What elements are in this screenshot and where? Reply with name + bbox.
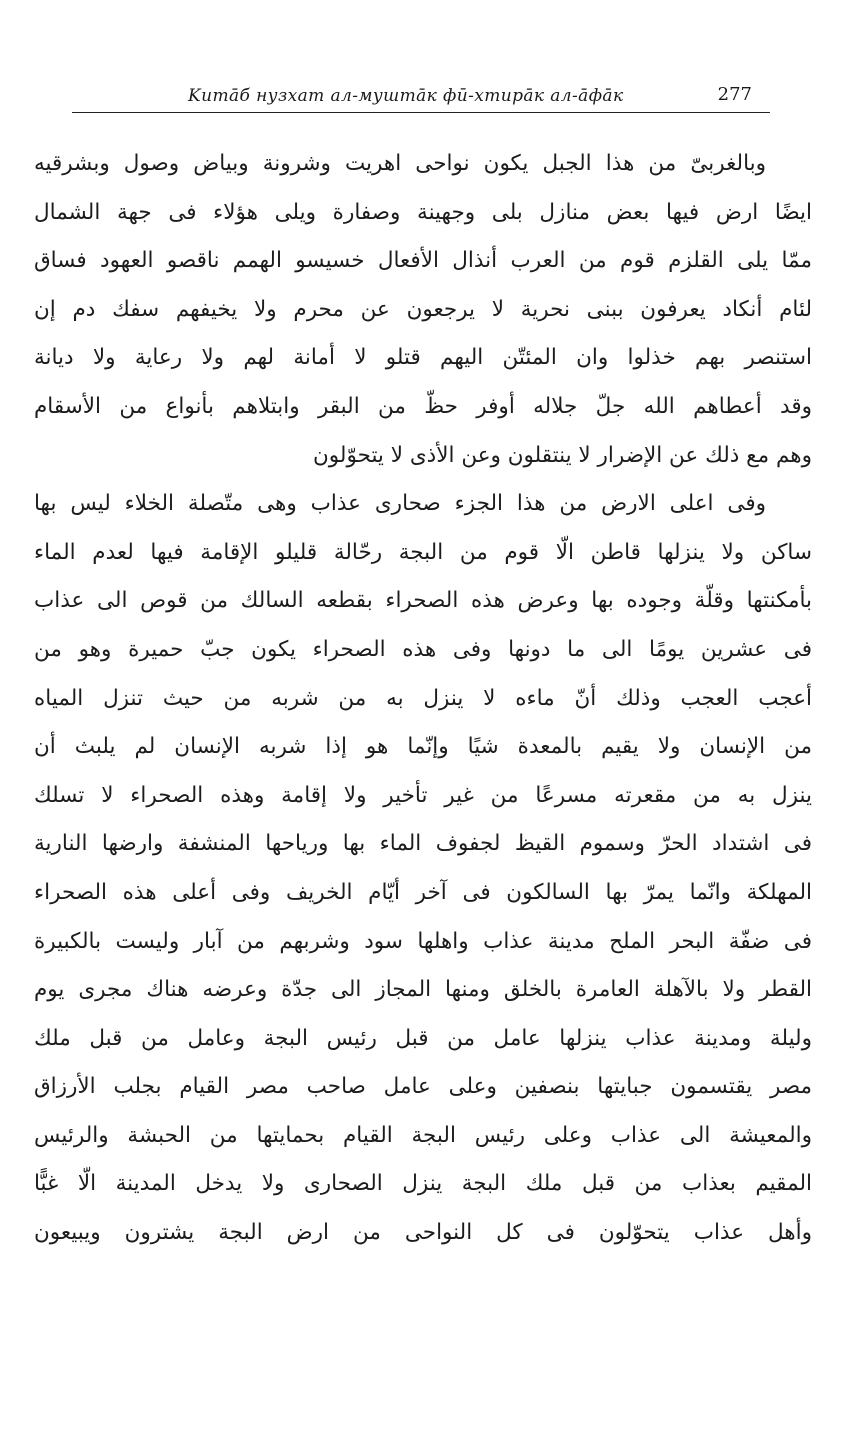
text-line: ممّا يلى القلزم قوم من العرب أنذال الأفعال خسيسو الهمم ناقصو العهود فساق: [34, 248, 812, 274]
text-line: وقد أعطاهم الله جلّ جلاله أوفر حظّ من البقر وابتلاهم بأنواع من الأسقام: [34, 393, 812, 419]
text-line: أعجب العجب وذلك أنّ ماءه لا ينزل به من شربه من حيث تنزل المياه: [34, 685, 812, 711]
text-line: بأمكنتها وقلّة وجوده بها وعرض هذه الصحراء بقطعه السالك من قوص الى عذاب: [34, 588, 812, 614]
running-title: Kитāб нузхат ал-муштāк фӣ-хтирāк ал-āфāк: [188, 86, 624, 106]
text-line: القطر ولا بالآهلة العامرة بالخلق ومنها المجاز الى جدّة وعرضه هناك مجرى يوم: [34, 977, 812, 1003]
text-line: مصر يقتسمون جبايتها بنصفين وعلى عامل صاحب مصر القيام بجلب الأرزاق: [34, 1074, 812, 1100]
text-line: ساكن ولا ينزلها قاطن الّا قوم من البجة رحّالة قليلو الإقامة فيها لعدم الماء: [34, 539, 812, 565]
text-line: فى اشتداد الحرّ وسموم القيظ لجفوف الماء بها ورياحها المنشفة وارضها النارية: [34, 831, 812, 857]
text-line: ينزل به من مقعرته مسرعًا من غير تأخير ولا إقامة وهذه الصحراء لا تسلك: [34, 782, 812, 808]
text-line: لئام أنكاد يعرفون ببنى نحرية لا يرجعون عن محرم ولا يخيفهم سفك دم إن: [34, 296, 812, 322]
text-line: فى عشرين يومًا الى ما دونها وفى هذه الصحراء يكون جبّ حميرة وهو من: [34, 636, 812, 662]
text-line: المهلكة وانّما يمرّ بها السالكون فى آخر أيّام الخريف وفى أعلى هذه الصحراء: [34, 879, 812, 905]
arabic-body-text: [34, 140, 812, 1258]
text-line: وأهل عذاب يتحوّلون فى كل النواحى من ارض البجة يشترون ويبيعون: [34, 1220, 812, 1246]
text-line: المقيم بعذاب من قبل ملك البجة ينزل الصحارى ولا يدخل المدينة الّا غبًّا: [34, 1171, 812, 1197]
text-line: وبالغربىّ من هذا الجبل يكون نواحى اهريت وشرونة وبياض وصول وبشرقيه: [34, 151, 766, 176]
text-line: وفى اعلى الارض من هذا الجزء صحارى عذاب وهى متّصلة الخلاء ليس بها: [34, 491, 766, 517]
running-head: [70, 84, 770, 110]
text-line: وهم مع ذلك عن الإضرار لا ينتقلون وعن الأذى لا يتحوّلون: [313, 442, 812, 468]
text-line: من الإنسان ولا يقيم بالمعدة شيًا وإنّما هو إذا شربه الإنسان لم يلبث أن: [34, 734, 812, 760]
page-number: 277: [717, 84, 752, 105]
text-line: وليلة ومدينة عذاب ينزلها عامل من قبل رئيس البجة وعامل من قبل ملك: [34, 1025, 812, 1051]
text-line: فى ضفّة البحر الملح مدينة عذاب واهلها سود وشربهم من آبار وليست بالكبيرة: [34, 928, 812, 954]
text-line: ايضًا ارض فيها بعض منازل بلى وجهينة وصفارة ويلى هؤلاء فى جهة الشمال: [34, 199, 812, 225]
text-line: استنصر بهم خذلوا وان المئتّن اليهم قتلو لا أمانة لهم ولا رعاية ولا ديانة: [34, 345, 812, 371]
text-line: والمعيشة الى عذاب وعلى رئيس البجة القيام بحمايتها من الحبشة والرئيس: [34, 1122, 812, 1148]
header-rule: [72, 112, 770, 113]
